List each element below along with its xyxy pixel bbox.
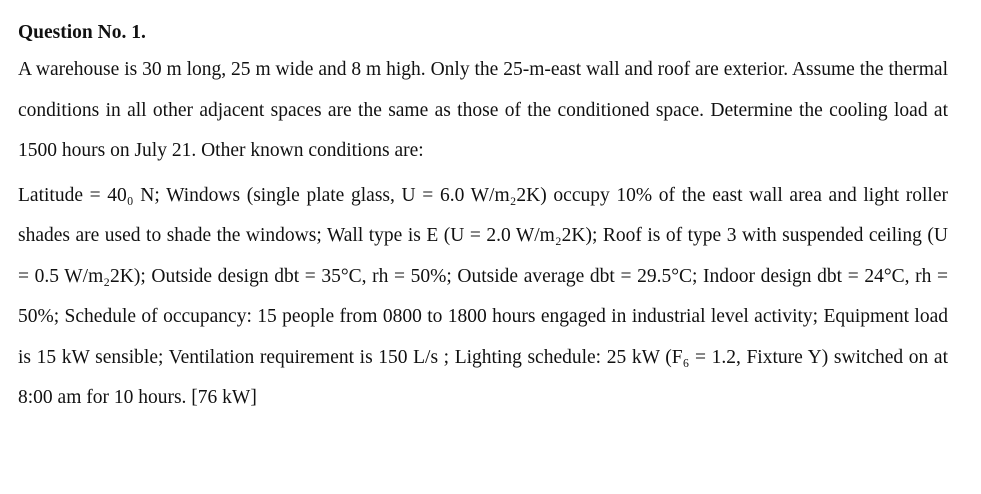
question-paragraph-conditions: Latitude = 40₀ N; Windows (single plate glass, U = 6.0 W/m₂2K) occupy 10% of the east wall area and light roller shades are used to shade the windows; Wall type is E (U = 2.0 W/m₂2K); Roof is of type 3 with suspended ceiling (U = 0.5 W/m₂2K); Outside design dbt = 35°C, rh = 50%; Outside average dbt = 29.5°C; Indoor design dbt = 24°C, rh = 50%; Schedule of occupancy: 15 people from 0800 to 1800 hours engaged in industrial level activity; Equipment load is 15 kW sensible; Ventilation requirement is 150 L/s ; Lighting schedule: 25 kW (F₆ = 1.2, Fixture Y) switched on at 8:00 am for 10 hours. [76 kW]: [18, 184, 948, 408]
question-title: Question No. 1.: [18, 22, 146, 43]
question-document: [18, 18, 948, 419]
question-paragraph-problem: A warehouse is 30 m long, 25 m wide and 8 m high. Only the 25-m-east wall and roof are exterior. Assume the thermal conditions in all other adjacent spaces are the same as those of the conditioned space. Determine the cooling load at 1500 hours on July 21. Other known conditions are:: [18, 59, 948, 161]
